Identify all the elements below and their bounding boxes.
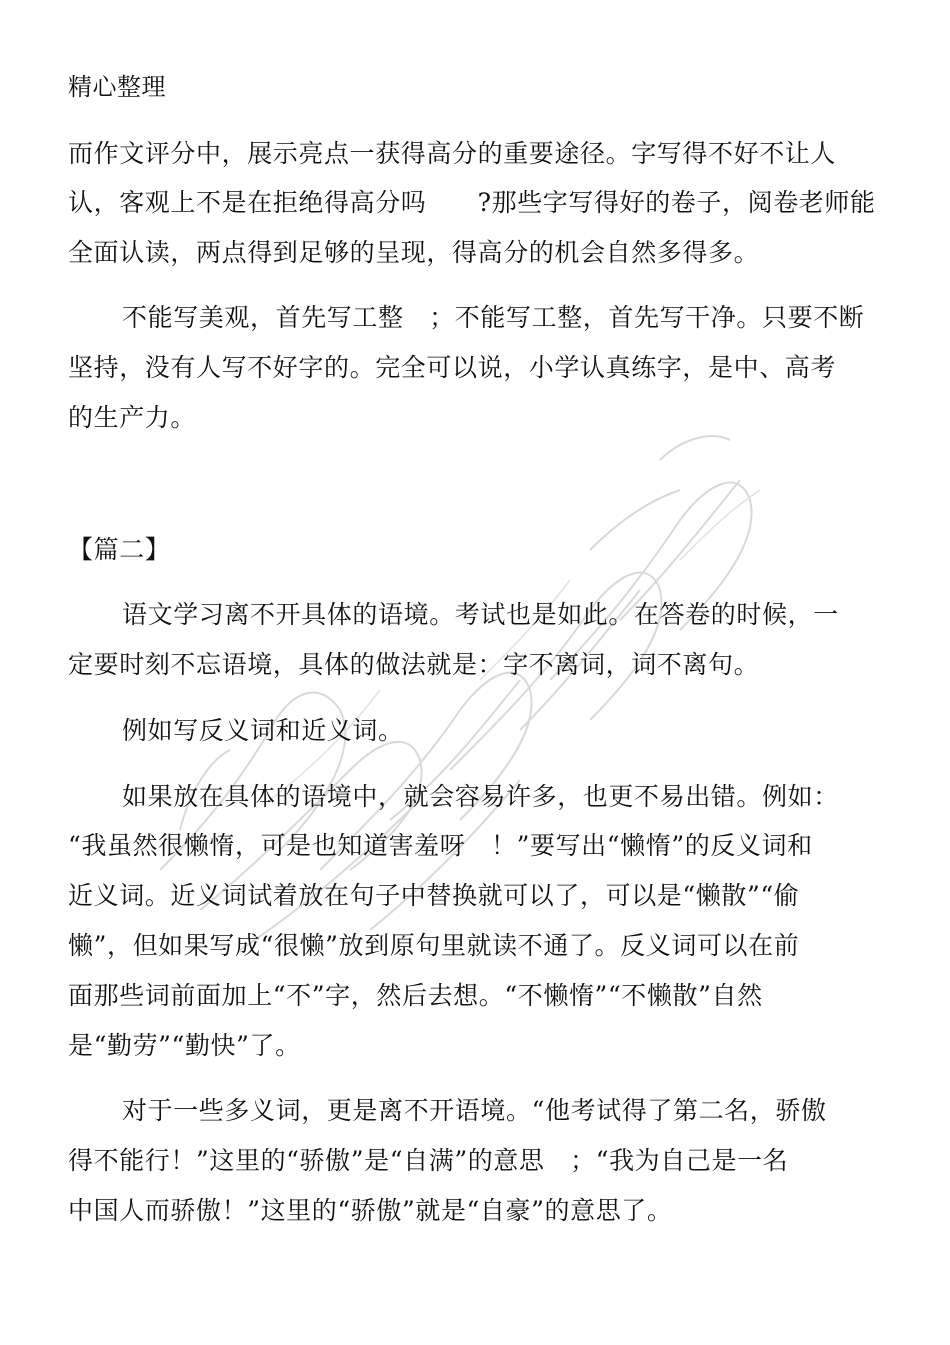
- paragraph-1-line-1: 而作文评分中，展示亮点一获得高分的重要途径。字写得不好不让人: [68, 139, 837, 168]
- paragraph-6-line-2: 得不能行！”这里的“骄傲”是“自满”的意思 ；“我为自己是一名: [68, 1146, 789, 1175]
- paragraph-4-line-1: 例如写反义词和近义词。: [122, 716, 404, 745]
- paragraph-5-line-1: 如果放在具体的语境中，就会容易许多，也更不易出错。例如：: [122, 782, 839, 811]
- paragraph-5-line-6: 是“勤劳”“勤快”了。: [68, 1031, 301, 1060]
- paragraph-5-line-3: 近义词。近义词试着放在句子中替换就可以了，可以是“懒散”“偷: [68, 881, 800, 910]
- paragraph-6-line-3: 中国人而骄傲！”这里的“骄傲”就是“自豪”的意思了。: [68, 1196, 673, 1225]
- section-heading: 【篇二】: [68, 535, 171, 564]
- paragraph-3-line-1: 语文学习离不开具体的语境。考试也是如此。在答卷的时候，一: [122, 600, 839, 629]
- paragraph-2-line-2: 坚持，没有人写不好字的。完全可以说，小学认真练字，是中、高考: [68, 353, 837, 382]
- paragraph-1-line-3: 全面认读，两点得到足够的呈现，得高分的机会自然多得多。: [68, 238, 760, 267]
- paragraph-3-line-2: 定要时刻不忘语境，具体的做法就是：字不离词，词不离句。: [68, 650, 760, 679]
- paragraph-5-line-5: 面那些词前面加上“不”字，然后去想。“不懒惰”“不懒散”自然: [68, 981, 763, 1010]
- paragraph-2-line-3: 的生产力。: [68, 403, 197, 432]
- paragraph-5-line-4: 懒”，但如果写成“很懒”放到原句里就读不通了。反义词可以在前: [68, 931, 800, 960]
- paragraph-5-line-2: “我虽然很懒惰，可是也知道害羞呀 ！”要写出“懒惰”的反义词和: [68, 831, 813, 860]
- page-header: 精心整理: [68, 73, 166, 101]
- paragraph-2-line-1: 不能写美观，首先写工整 ；不能写工整，首先写干净。只要不断: [122, 303, 865, 332]
- paragraph-1-line-2: 认，客观上不是在拒绝得高分吗 ?那些字写得好的卷子，阅卷老师能: [68, 188, 876, 217]
- paragraph-6-line-1: 对于一些多义词，更是离不开语境。“他考试得了第二名，骄傲: [122, 1096, 827, 1125]
